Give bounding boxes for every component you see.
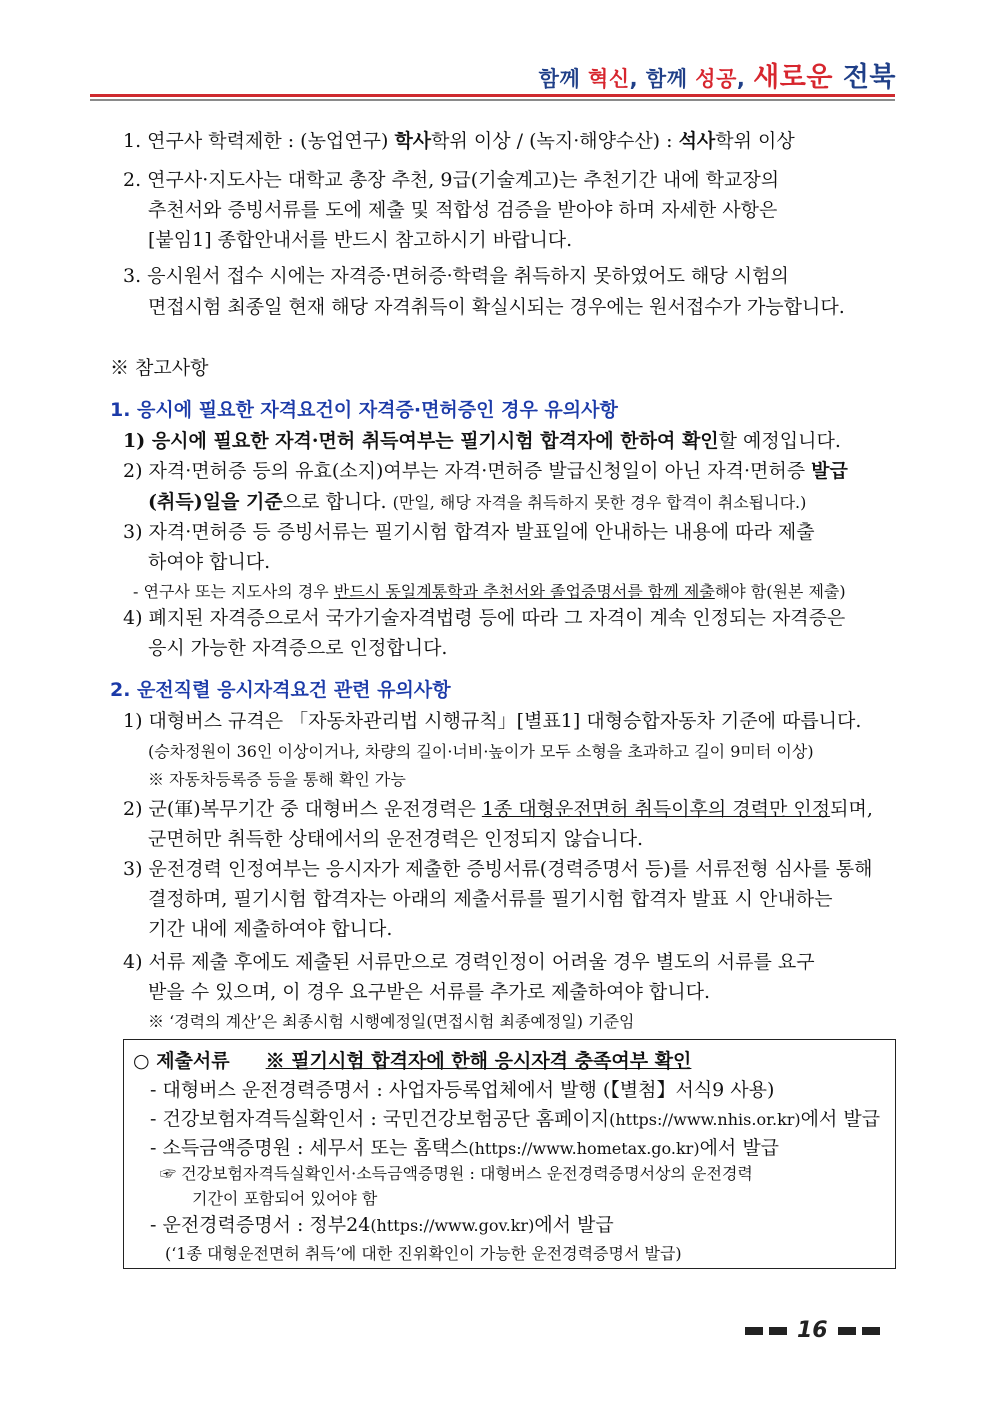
slogan-part: 함께	[538, 67, 589, 91]
section-1-item-1: 1) 응시에 필요한 자격·면허 취득여부는 필기시험 합격자에 한하여 확인할 예정입니다.	[123, 430, 841, 452]
section-1-item-4-line-1: 4) 폐지된 자격증으로서 국가기술자격법령 등에 따라 그 자격이 계속 인정되는 자격증은	[123, 607, 846, 629]
box-row-3: - 소득금액증명원 : 세무서 또는 홈택스(https://www.hometax.go.kr)에서 발급	[150, 1137, 780, 1159]
box-row-2: - 건강보험자격득실확인서 : 국민건강보험공단 홈페이지(https://www.nhis.or.kr)에서 발급	[150, 1108, 881, 1130]
top-item-2-line-1: 2. 연구사·지도사는 대학교 총장 추천, 9급(기술계고)는 추천기간 내에 학교장의	[123, 169, 780, 191]
slogan-part: 새로운	[753, 62, 843, 93]
section-2-title: 2. 운전직렬 응시자격요건 관련 유의사항	[110, 679, 451, 701]
header-slogan	[539, 55, 896, 94]
box-row-6: (‘1종 대형운전면허 취득’에 대한 진위확인이 가능한 운전경력증명서 발급)	[165, 1244, 682, 1263]
section-1-item-4-line-2: 응시 가능한 자격증으로 인정합니다.	[148, 637, 448, 659]
slogan-part: 혁신	[588, 67, 630, 91]
footer-bar	[745, 1327, 763, 1335]
footer-bar	[838, 1327, 856, 1335]
slogan-part: 전북	[842, 62, 896, 93]
header-rule-gray	[90, 99, 895, 101]
box-row-4-line-1: ☞ 건강보험자격득실확인서·소득금액증명원 : 대형버스 운전경력증명서상의 운전경력	[160, 1164, 753, 1183]
section-1-title: 1. 응시에 필요한 자격요건이 자격증·면허증인 경우 유의사항	[110, 399, 618, 421]
top-item-3-line-1: 3. 응시원서 접수 시에는 자격증·면허증·학력을 취득하지 못하였어도 해당 시험의	[123, 265, 789, 287]
box-row-1: - 대형버스 운전경력증명서 : 사업자등록업체에서 발행 (【별첨】서식9 사용)	[150, 1079, 775, 1101]
header-rule-red	[90, 94, 895, 97]
slogan-part: ,	[736, 67, 754, 91]
section-1-item-3-line-1: 3) 자격·면허증 등 증빙서류는 필기시험 합격자 발표일에 안내하는 내용에 따라 제출	[123, 521, 815, 543]
section-2-item-1-note: ※ 자동차등록증 등을 통해 확인 가능	[148, 770, 406, 789]
section-2-item-3-line-1: 3) 운전경력 인정여부는 응시자가 제출한 증빙서류(경력증명서 등)를 서류전형 심사를 통해	[123, 858, 873, 880]
section-2-item-1-line-2: (승차정원이 36인 이상이거나, 차량의 길이·너비·높이가 모두 소형을 초과하고 길이 9미터 이상)	[148, 742, 814, 761]
page-number-footer	[745, 1318, 880, 1343]
section-2-item-4-line-2: 받을 수 있으며, 이 경우 요구받은 서류를 추가로 제출하여야 합니다.	[148, 981, 710, 1003]
box-title: ○ 제출서류 ※ 필기시험 합격자에 한해 응시자격 충족여부 확인	[133, 1050, 692, 1072]
section-2-item-3-line-2: 결정하며, 필기시험 합격자는 아래의 제출서류를 필기시험 합격자 발표 시 안내하는	[148, 888, 833, 910]
box-row-4-line-2: 기간이 포함되어 있어야 함	[192, 1189, 378, 1208]
slogan-part: , 함께	[629, 67, 696, 91]
section-2-item-4-line-1: 4) 서류 제출 후에도 제출된 서류만으로 경력인정이 어려울 경우 별도의 서류를 요구	[123, 951, 815, 973]
section-1-item-2-line-1: 2) 자격·면허증 등의 유효(소지)여부는 자격·면허증 발급신청일이 아닌 자격·면허증 발급	[123, 460, 848, 482]
box-row-5: - 운전경력증명서 : 정부24(https://www.gov.kr)에서 발급	[150, 1214, 614, 1236]
page-number: 16	[797, 1318, 828, 1343]
section-1-subnote: - 연구사 또는 지도사의 경우 반드시 동일계통학과 추천서와 졸업증명서를 함께 제출해야 함(원본 제출)	[133, 582, 846, 601]
top-item-3-line-2: 면접시험 최종일 현재 해당 자격취득이 확실시되는 경우에는 원서접수가 가능합니다.	[148, 296, 845, 318]
section-2-item-1-line-1: 1) 대형버스 규격은 「자동차관리법 시행규칙」[별표1] 대형승합자동차 기준에 따릅니다.	[123, 710, 862, 732]
footer-bar	[769, 1327, 787, 1335]
section-2-item-3-line-3: 기간 내에 제출하여야 합니다.	[148, 918, 393, 940]
top-item-1: 1. 연구사 학력제한 : (농업연구) 학사학위 이상 / (녹지·해양수산) : 석사학위 이상	[123, 130, 795, 152]
section-1-item-3-line-2: 하여야 합니다.	[148, 551, 271, 573]
section-2-item-2-line-1: 2) 군(軍)복무기간 중 대형버스 운전경력은 1종 대형운전면허 취득이후의 경력만 인정되며,	[123, 798, 873, 820]
note-title: ※ 참고사항	[110, 357, 209, 379]
footer-bar	[862, 1327, 880, 1335]
top-item-2-line-3: [붙임1] 종합안내서를 반드시 참고하시기 바랍니다.	[148, 229, 573, 251]
section-2-item-2-line-2: 군면허만 취득한 상태에서의 운전경력은 인정되지 않습니다.	[148, 828, 644, 850]
section-1-item-2-line-2: (취득)일을 기준으로 합니다. (만일, 해당 자격을 취득하지 못한 경우 합격이 취소됩니다.)	[148, 491, 807, 513]
section-2-item-4-note: ※ ‘경력의 계산’은 최종시험 시행예정일(면접시험 최종예정일) 기준임	[148, 1012, 635, 1031]
top-item-2-line-2: 추천서와 증빙서류를 도에 제출 및 적합성 검증을 받아야 하며 자세한 사항은	[148, 199, 778, 221]
slogan-part: 성공	[695, 67, 737, 91]
